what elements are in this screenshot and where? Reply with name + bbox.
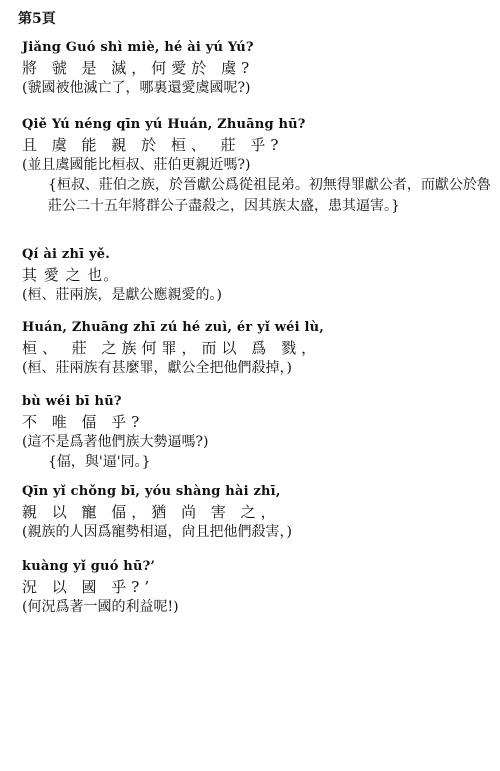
chinese-line: 且 虞 能 親 於 桓、 莊 乎?: [22, 136, 284, 154]
translation-line: (親族的人因爲寵勢相逼，尙且把他們殺害，): [22, 524, 292, 540]
chinese-line: 不 唯 偪 乎?: [22, 413, 145, 431]
translation-line: (桓、莊兩族，是獻公應親愛的。): [22, 287, 222, 303]
entry-1: [22, 38, 492, 98]
entry-2: [22, 115, 492, 217]
translation-line: (桓、莊兩族有甚麼罪，獻公全把他們殺掉，): [22, 360, 292, 376]
chinese-line: 況 以 國 乎?’: [22, 578, 155, 596]
entry-5: [22, 392, 492, 473]
pinyin-line: Qí ài zhī yě.: [22, 247, 110, 262]
entry-4: [22, 318, 492, 378]
pinyin-line: Qīn yǐ chǒng bī, yóu shàng hài zhī,: [22, 484, 281, 499]
annotation-note: {偪，與'逼'同。}: [48, 454, 151, 470]
pinyin-line: kuàng yǐ guó hū?’: [22, 559, 156, 574]
translation-line: (虢國被他滅亡了，哪裏還愛虞國呢?): [22, 80, 251, 96]
pinyin-line: bù wéi bī hū?: [22, 394, 122, 409]
pinyin-line: Qiě Yú néng qīn yú Huán, Zhuāng hū?: [22, 117, 306, 132]
translation-line: (何況爲著一國的利益呢!): [22, 599, 179, 615]
chinese-line: 其 愛 之 也。: [22, 266, 120, 284]
translation-line: (並且虞國能比桓叔、莊伯更親近嗎?): [22, 157, 251, 173]
page-number: 第5頁: [18, 11, 56, 27]
entry-7: [22, 557, 492, 617]
chinese-line: 桓、 莊 之族何罪，而以 爲 戮，: [22, 339, 322, 357]
pinyin-line: Jiǎng Guó shì miè, hé ài yú Yú?: [22, 40, 254, 55]
entry-3: [22, 245, 492, 305]
entry-6: [22, 482, 492, 542]
translation-line: (這不是爲著他們族大勢逼嗎?): [22, 434, 209, 450]
chinese-line: 將 虢 是 滅，何愛於 虞?: [22, 59, 255, 77]
annotation-note: {桓叔、莊伯之族，於晉獻公爲從祖昆弟。初無得罪獻公者，而獻公於魯莊公二十五年將群公子盡殺之，因其族太盛，患其逼害。}: [48, 177, 491, 214]
pinyin-line: Huán, Zhuāng zhī zú hé zuì, ér yǐ wéi lù,: [22, 320, 324, 335]
chinese-line: 親 以 寵 偪，猶 尚 害 之，: [22, 503, 281, 521]
